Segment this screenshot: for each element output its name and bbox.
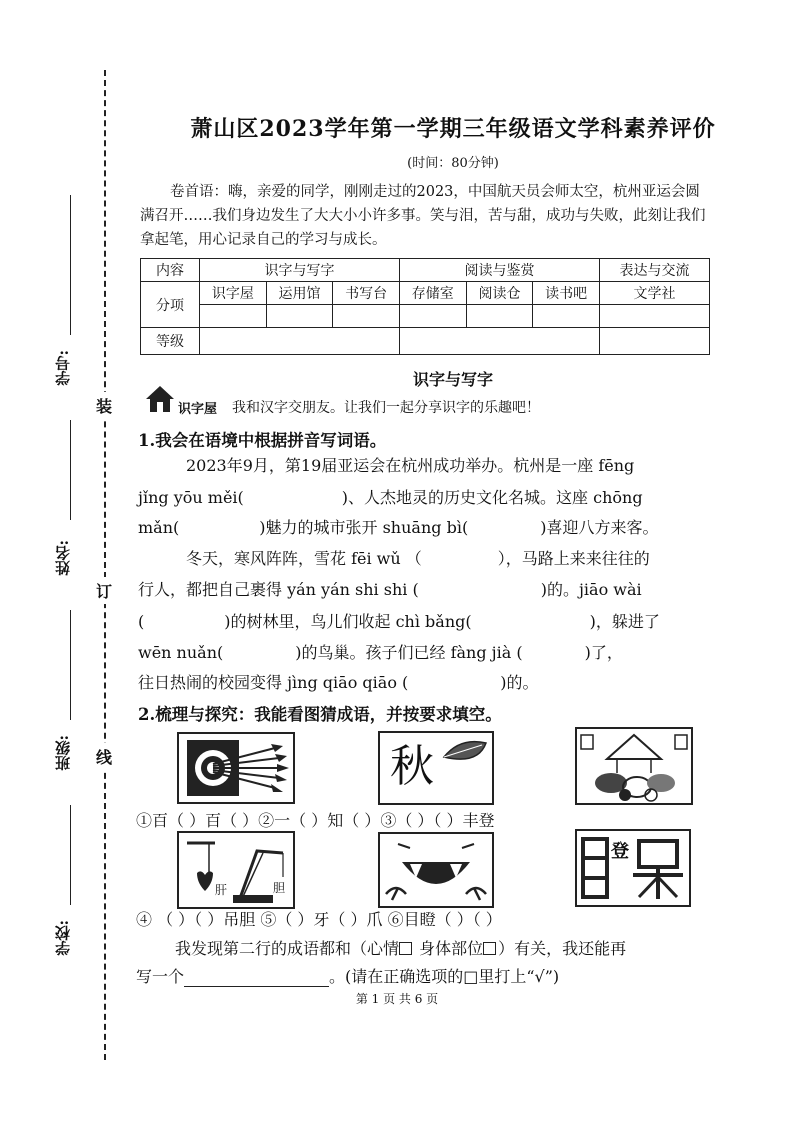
q1-line-8: 往日热闹的校园变得 jìng qiāo qiāo ( )的。 — [138, 673, 539, 692]
q1-line-7: wēn nuǎn( )的鸟巢。孩子们已经 fàng jià ( )了， — [138, 643, 623, 662]
picture-crane-liver-gall — [177, 831, 295, 909]
autumn-character: 秋 — [390, 741, 434, 792]
student-id-line[interactable] — [70, 195, 71, 335]
level-cell-expression[interactable] — [599, 328, 709, 355]
q1-line-6: ( )的树林里，鸟儿们收起 chì bǎng( )，躲进了 — [138, 612, 660, 631]
score-cell[interactable] — [200, 305, 267, 328]
checkbox-body-part[interactable] — [483, 942, 496, 955]
q2-note-line-1: 我发现第二行的成语都和（心情 身体部位 ）有关，我还能再 — [175, 939, 627, 958]
item-2: 书写台 — [333, 282, 400, 305]
group-literacy: 识字与写字 — [200, 259, 400, 282]
score-cell[interactable] — [266, 305, 333, 328]
q2-title: 2.梳理与探究：我能看图猜成语，并按要求填空。 — [138, 705, 502, 724]
item-3: 存储室 — [399, 282, 466, 305]
house-text: 我和汉字交朋友。让我们一起分享识字的乐趣吧！ — [232, 400, 540, 416]
bind-char-xian: 线 — [96, 743, 112, 770]
group-expression: 表达与交流 — [599, 259, 709, 282]
house-label: 识字屋 — [178, 402, 218, 417]
picture-fangs-claws — [378, 832, 494, 908]
house-icon — [144, 384, 176, 414]
item-6: 文学社 — [599, 282, 709, 305]
page-footer: 第 1 页 共 6 页 — [355, 992, 439, 1006]
extra-idiom-answer-line[interactable] — [184, 970, 329, 987]
score-cell[interactable] — [399, 305, 466, 328]
target-icon — [179, 734, 293, 802]
level-cell-reading[interactable] — [399, 328, 599, 355]
bind-char-ding: 订 — [96, 577, 112, 604]
deng-character: 登 — [611, 841, 629, 862]
level-cell-literacy[interactable] — [200, 328, 400, 355]
name-label: 姓名: — [54, 540, 72, 576]
q1-title: 1.我会在语境中根据拼音写词语。 — [138, 431, 387, 450]
picture-target-arrows — [177, 732, 295, 804]
grade-table — [140, 258, 710, 355]
harvest-icon — [577, 729, 691, 803]
q1-line-4: 冬天，寒风阵阵，雪花 fēi wǔ （ ），马路上来来往往的 — [186, 549, 650, 568]
class-label: 班级: — [54, 735, 72, 771]
item-1: 运用馆 — [266, 282, 333, 305]
school-line[interactable] — [70, 805, 71, 905]
q2-note-line-2: 写一个 。(请在正确选项的□里打上“√”) — [136, 967, 560, 986]
q1-line-3: mǎn( )魅力的城市张开 shuāng bì( )喜迎八方来客。 — [138, 518, 659, 537]
preface-text: 卷首语：嗨，亲爱的同学，刚刚走过的2023，中国航天员会师太空，杭州亚运会圆满召开……我们身边发生了大大小小许多事。笑与泪，苦与甜，成功与失败，此刻让我们拿起笔，用心记录自己的学习与成长。 — [140, 184, 706, 248]
q1-line-1: 2023年9月，第19届亚运会在杭州成功举办。杭州是一座 fēng — [186, 456, 635, 475]
picture-eye-stare — [575, 829, 691, 907]
item-4: 阅读仓 — [466, 282, 533, 305]
row-label-item: 分项 — [141, 282, 200, 328]
name-line[interactable] — [70, 420, 71, 520]
binding-cut-line — [104, 70, 106, 1060]
gan-label: 肝 — [215, 883, 228, 897]
score-cell[interactable] — [333, 305, 400, 328]
school-label: 学校: — [54, 920, 72, 956]
page-title: 萧山区2023学年第一学期三年级语文学科素养评价 — [190, 116, 716, 142]
picture-autumn-leaf — [378, 731, 494, 805]
leaf-icon — [442, 737, 488, 767]
checkbox-mood[interactable] — [399, 942, 412, 955]
exam-time: (时间：80分钟) — [407, 156, 499, 171]
item-5: 读书吧 — [533, 282, 600, 305]
score-cell[interactable] — [533, 305, 600, 328]
bind-char-zhuang: 装 — [96, 392, 112, 419]
score-cell[interactable] — [466, 305, 533, 328]
dan-label: 胆 — [273, 881, 286, 895]
picture-harvest — [575, 727, 693, 805]
q1-line-5: 行人，都把自己裹得 yán yán shi shi ( )的。jiāo wài — [138, 580, 642, 599]
class-line[interactable] — [70, 610, 71, 720]
score-cell[interactable] — [599, 305, 709, 328]
row-label-level: 等级 — [141, 328, 200, 355]
row-label-content: 内容 — [141, 259, 200, 282]
eye-character-icon — [577, 831, 689, 905]
section-title: 识字与写字 — [412, 370, 493, 389]
q2-idiom-row-2: ④ （ ）（ ）吊胆 ⑤（ ）牙（ ）爪 ⑥目瞪（ ）（ ） — [136, 910, 502, 929]
student-id-label: 学号: — [54, 350, 72, 386]
item-0: 识字屋 — [200, 282, 267, 305]
q1-line-2: jǐng yōu měi( )、人杰地灵的历史文化名城。这座 chōng — [138, 488, 643, 507]
group-reading: 阅读与鉴赏 — [399, 259, 599, 282]
q2-idiom-row-1: ①百（ ）百（ ）②一（ ）知（ ）③（ ）（ ）丰登 — [136, 811, 495, 830]
fangs-icon — [380, 834, 492, 906]
